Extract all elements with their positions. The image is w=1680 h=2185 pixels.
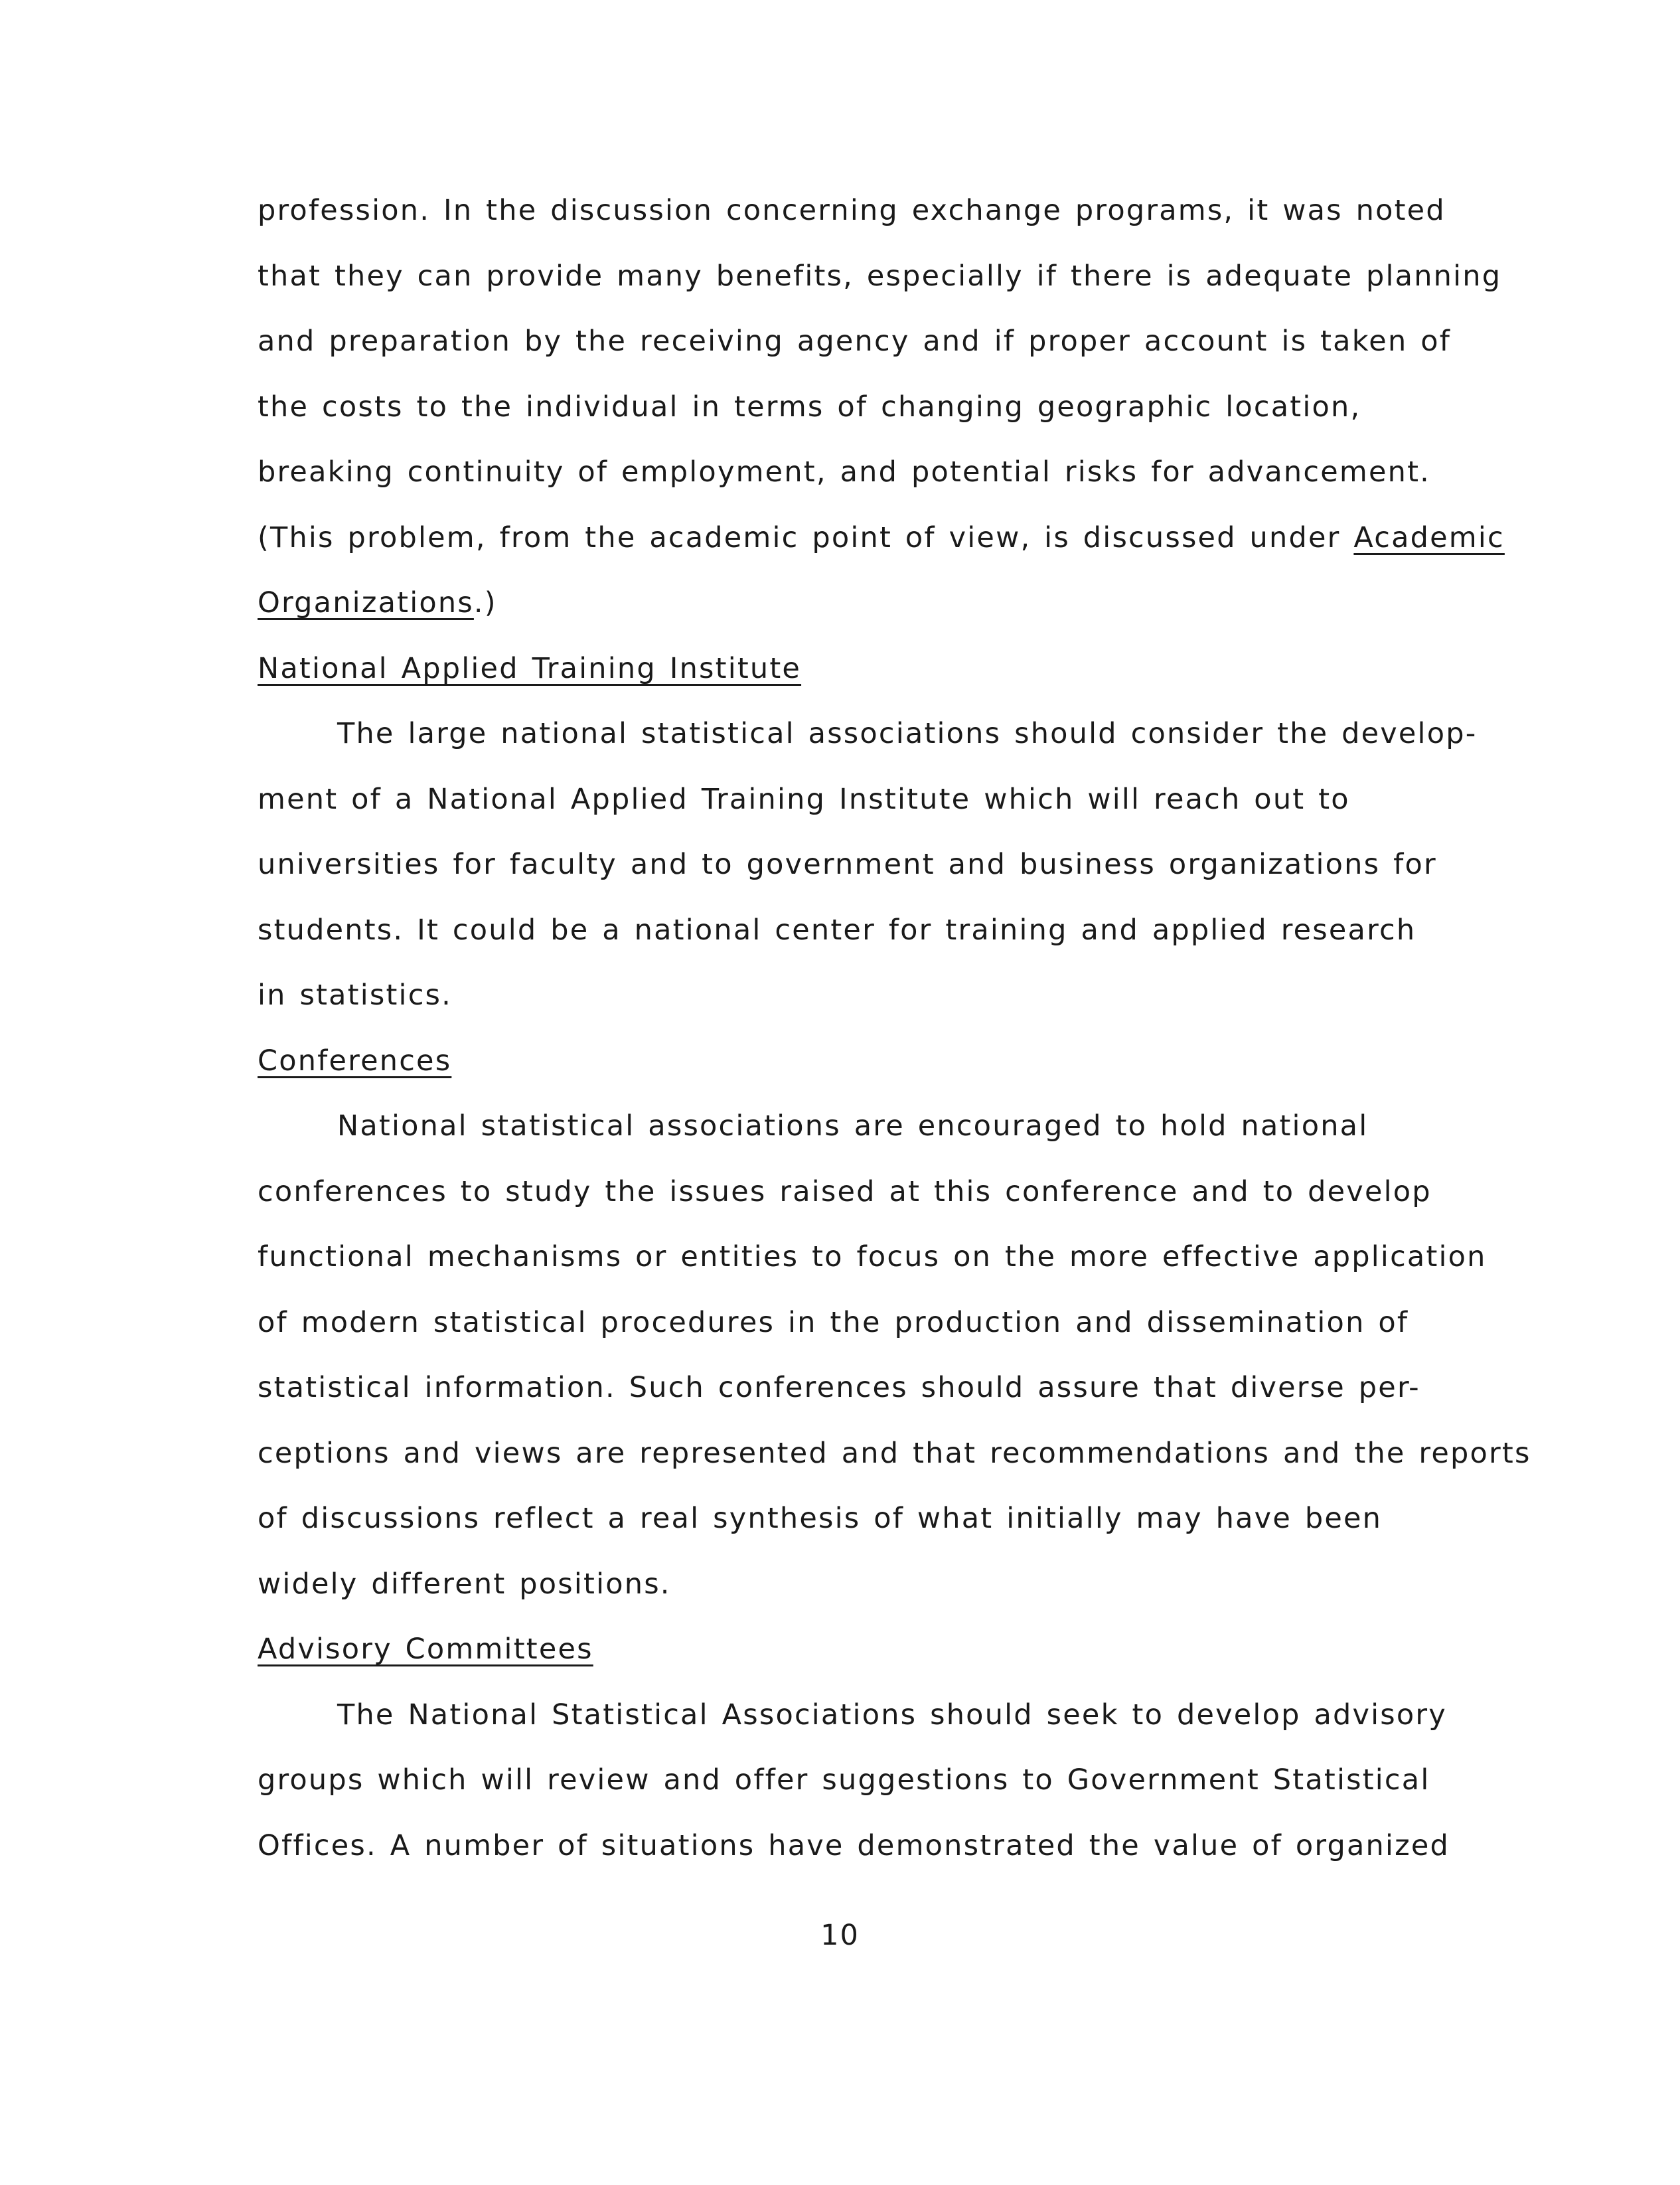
text-line: widely different positions.	[258, 1567, 671, 1601]
section-heading-conferences	[258, 1028, 1519, 1094]
heading-text: Advisory Committees	[258, 1633, 593, 1666]
section-heading-training-institute	[258, 636, 1519, 702]
body-text	[258, 178, 1531, 1878]
text-line: ceptions and views are represented and that recommendations and the reports	[258, 1436, 1531, 1470]
text-line: of discussions reflect a real synthesis of what initially may have been	[258, 1502, 1383, 1535]
heading-text: Conferences	[258, 1044, 452, 1078]
text-line: functional mechanisms or entities to focus on the more effective application	[258, 1240, 1487, 1273]
text-line: the costs to the individual in terms of changing geographic location,	[258, 390, 1361, 424]
text-line: statistical information. Such conferences should assure that diverse per-	[258, 1371, 1420, 1404]
page-number: 10	[820, 1919, 860, 1952]
text-line	[258, 505, 1519, 571]
text-line: students. It could be a national center for training and applied research	[258, 913, 1416, 947]
academic-organizations-reference-part2: Organizations	[258, 586, 474, 619]
text-span: .)	[473, 586, 497, 619]
text-line: universities for faculty and to government and business organizations for	[258, 848, 1437, 881]
text-line: The National Statistical Associations should seek to develop advisory	[337, 1698, 1447, 1732]
text-line: National statistical associations are encouraged to hold national	[337, 1109, 1369, 1143]
section-heading-advisory-committees	[258, 1617, 1519, 1682]
heading-text: National Applied Training Institute	[258, 651, 802, 685]
text-span: (This problem, from the academic point of view, is discussed under	[258, 521, 1354, 554]
text-line: of modern statistical procedures in the production and dissemination of	[258, 1305, 1409, 1339]
text-line: The large national statistical associations should consider the develop-	[337, 717, 1478, 750]
text-line	[258, 570, 1519, 636]
text-line: breaking continuity of employment, and potential risks for advancement.	[258, 455, 1431, 489]
text-line: and preparation by the receiving agency and if proper account is taken of	[258, 325, 1452, 358]
text-line: profession. In the discussion concerning exchange programs, it was noted	[258, 194, 1446, 227]
text-line: that they can provide many benefits, especially if there is adequate planning	[258, 259, 1502, 293]
text-line: Offices. A number of situations have demonstrated the value of organized	[258, 1828, 1450, 1862]
academic-organizations-reference-part1: Academic	[1353, 521, 1505, 554]
text-line: conferences to study the issues raised at this conference and to develop	[258, 1174, 1432, 1208]
text-line: in statistics.	[258, 979, 453, 1012]
text-line: groups which will review and offer suggestions to Government Statistical	[258, 1763, 1430, 1797]
text-line: ment of a National Applied Training Institute which will reach out to	[258, 782, 1350, 816]
